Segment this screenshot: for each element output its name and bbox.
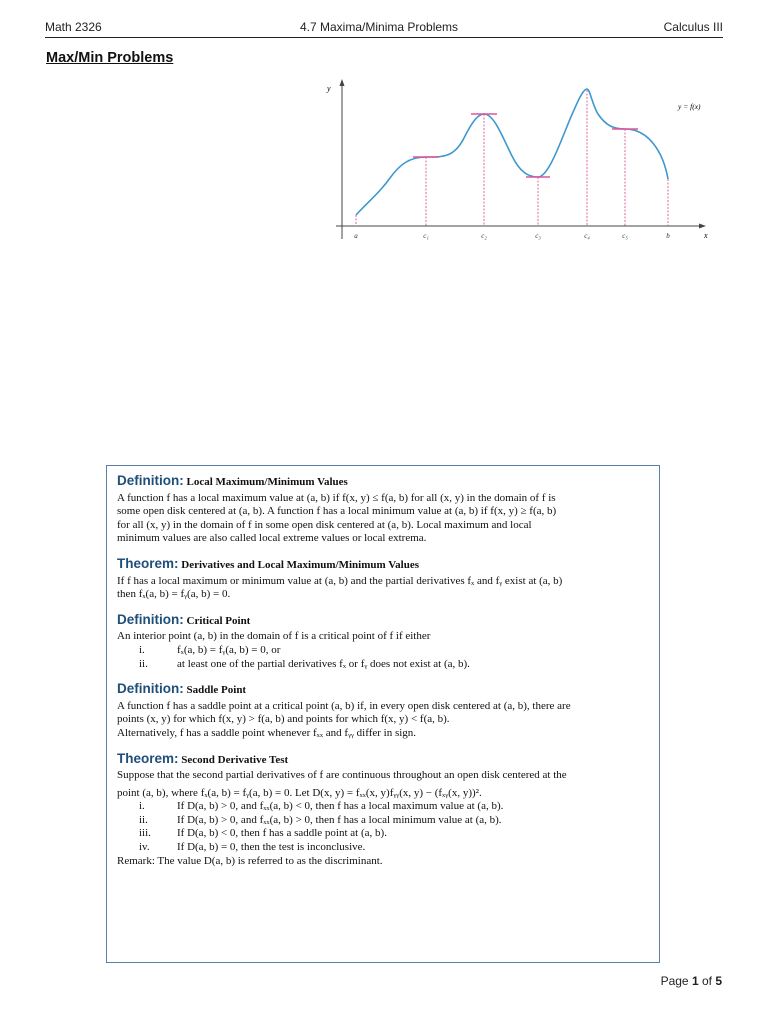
text-line: Suppose that the second partial derivatives of f are continuous throughout an open disk centered at the [117,769,567,782]
current-page: 1 [691,974,699,988]
section-title: Derivatives and Local Maximum/Minimum Values [181,558,419,571]
x-axis-arrow [699,224,706,229]
list-text: If D(a, b) < 0, then f has a saddle point at (a, b). [177,827,387,840]
section-kind: Theorem: [117,555,179,571]
page-number: Page 1 of 5 [660,974,722,988]
total-pages: 5 [715,974,722,988]
section-saddle-point [117,682,650,740]
definitions-box [106,465,660,963]
list-number: ii. [139,813,148,826]
section-title: Second Derivative Test [181,753,289,766]
section-kind: Definition: [117,681,184,697]
list-text: If D(a, b) > 0, and fₓₓ(a, b) < 0, then f has a local maximum value at (a, b). [177,800,504,813]
header-section: 4.7 Maxima/Minima Problems [300,20,459,34]
list-text: at least one of the partial derivatives fₓ or fᵧ does not exist at (a, b). [177,657,470,670]
remark: Remark: The value D(a, b) is referred to as the discriminant. [117,854,383,867]
list-item [117,644,650,658]
page-title: Max/Min Problems [46,50,174,66]
section-kind: Definition: [117,473,184,488]
section-title: Critical Point [186,614,251,627]
y-axis-arrow [340,79,345,86]
list-text: fₓ(a, b) = fᵧ(a, b) = 0, or [177,643,281,656]
text-line: then fₓ(a, b) = fᵧ(a, b) = 0. [117,588,231,601]
text-line: minimum values are also called local extreme values or local extrema. [117,532,427,545]
y-axis-label: y [327,84,331,93]
list-item [117,814,650,828]
list-item [117,658,650,672]
x-axis-label: x [704,231,708,240]
text-line: points (x, y) for which f(x, y) > f(a, b) and points for which f(x, y) < f(a, b). [117,713,450,726]
text-line: An interior point (a, b) in the domain of f is a critical point of f if either [117,630,431,643]
list-text: If D(a, b) = 0, then the test is inconclusive. [177,841,366,854]
tick-c5: c₅ [622,232,628,240]
tick-c1: c₁ [423,232,429,240]
text-line: A function f has a saddle point at a critical point (a, b) if, in every open disk centered at (a, b), there are [117,699,571,712]
tick-a: a [354,232,358,240]
list-item [117,841,650,855]
text-line: for all (x, y) in the domain of f in some open disk centered at (a, b). Local maximum and local [117,518,532,531]
section-kind: Definition: [117,611,184,627]
section-local-extrema [117,474,650,546]
text-line: some open disk centered at (a, b). A function f has a local minimum value at (a, b) if f(x, y) ≥ f(a, b) [117,505,557,518]
text-line: point (a, b), where fₓ(a, b) = fᵧ(a, b) = 0. Let D(x, y) = fₓₓ(x, y)fᵧᵧ(x, y) − (fₓᵧ(x, y))². [117,786,482,799]
text-line: If f has a local maximum or minimum value at (a, b) and the partial derivatives fₓ and fᵧ exist at (a, b) [117,574,563,587]
section-title: Saddle Point [186,684,247,697]
list-number: iii. [139,827,151,840]
function-graph [318,76,722,246]
section-title: Local Maximum/Minimum Values [186,476,348,488]
list-number: i. [139,800,145,813]
tick-b: b [666,232,670,240]
section-critical-point [117,613,650,671]
text-line: A function f has a local maximum value at (a, b) if f(x, y) ≤ f(a, b) for all (x, y) in the domain of f is [117,491,556,504]
list-text: If D(a, b) > 0, and fₓₓ(a, b) > 0, then f has a local minimum value at (a, b). [177,813,502,826]
tick-c3: c₃ [535,232,541,240]
text-line: Alternatively, f has a saddle point whenever fₓₓ and fᵧᵧ differ in sign. [117,726,417,739]
tick-c4: c₄ [584,232,590,240]
header-course: Math 2326 [45,20,102,34]
list-number: i. [139,643,145,656]
section-second-derivative-test [117,752,650,869]
header-subject: Calculus III [663,20,723,34]
list-item [117,827,650,841]
list-item [117,800,650,814]
list-number: ii. [139,657,148,670]
list-number: iv. [139,841,150,854]
tick-c2: c₂ [481,232,487,240]
header-rule [45,37,723,38]
section-kind: Theorem: [117,750,179,766]
section-derivatives-theorem [117,557,650,602]
function-curve [356,89,668,215]
curve-label: y = f(x) [678,102,701,111]
page-header [45,20,723,38]
